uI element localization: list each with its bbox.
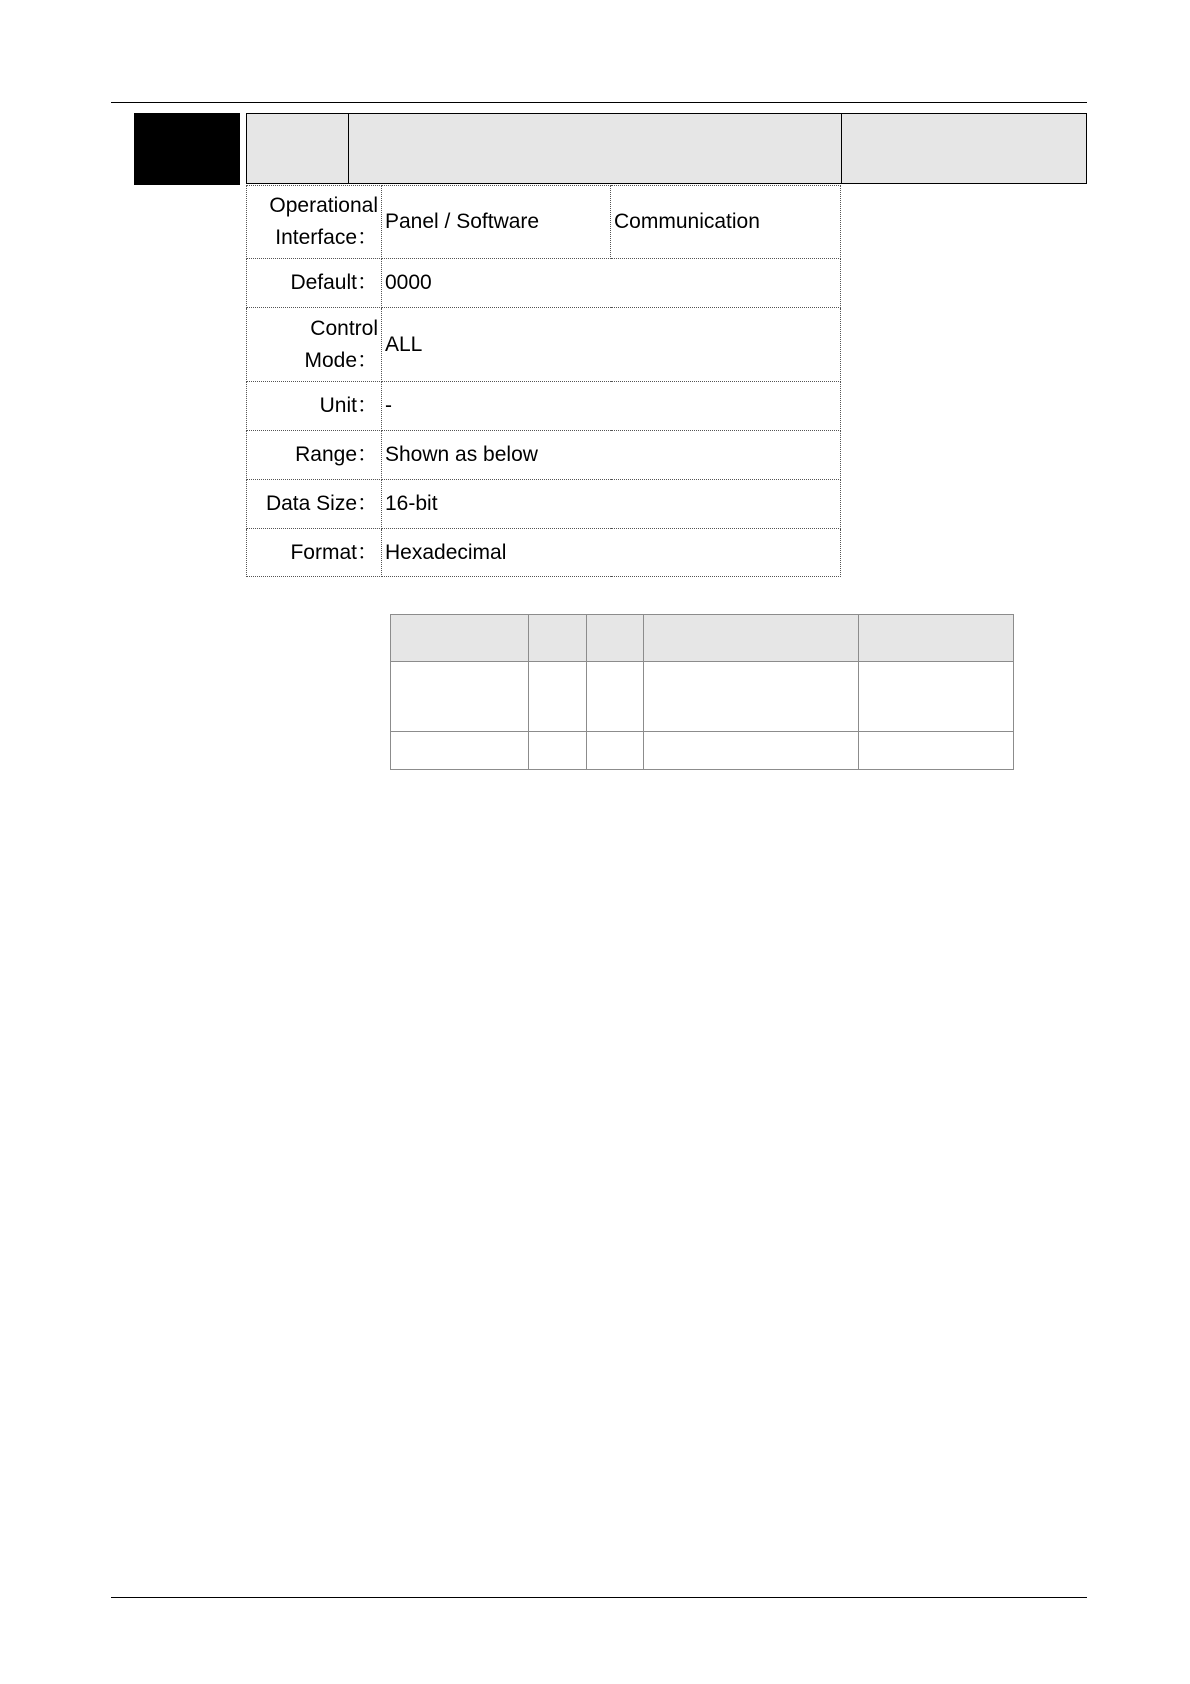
table-cell (587, 662, 644, 732)
control-mode-value: ALL (382, 308, 841, 382)
header-rule (111, 102, 1087, 103)
data-size-value: 16-bit (382, 480, 841, 529)
data-size-row (247, 480, 841, 529)
label-text: Mode： (304, 348, 378, 372)
operational-interface-row (247, 186, 841, 259)
range-label: Range： (247, 431, 382, 480)
table-header-cell (529, 615, 587, 662)
operational-interface-label (247, 186, 382, 259)
table-cell (859, 732, 1014, 770)
format-row (247, 529, 841, 577)
table-cell (587, 732, 644, 770)
default-row (247, 259, 841, 308)
data-size-label: Data Size： (247, 480, 382, 529)
footer-rule (111, 1597, 1087, 1598)
table-cell (529, 662, 587, 732)
table-row (391, 732, 1014, 770)
format-label: Format： (247, 529, 382, 577)
table-cell (391, 732, 529, 770)
header-divider (348, 114, 349, 183)
label-text: Control (310, 316, 378, 340)
table-header-row (391, 615, 1014, 662)
unit-row (247, 382, 841, 431)
table-header-cell (587, 615, 644, 662)
header-divider (841, 114, 842, 183)
table-cell (859, 662, 1014, 732)
table-header-cell (859, 615, 1014, 662)
table-cell (644, 662, 859, 732)
default-value: 0000 (382, 259, 841, 308)
range-detail-table (390, 614, 1014, 770)
table-cell (529, 732, 587, 770)
range-value: Shown as below (382, 431, 841, 480)
table-cell (391, 662, 529, 732)
default-label: Default： (247, 259, 382, 308)
table-header-cell (391, 615, 529, 662)
parameter-tab-marker (134, 113, 240, 185)
control-mode-label (247, 308, 382, 382)
label-text: Operational (269, 194, 378, 217)
table-cell (644, 732, 859, 770)
label-text: Interface： (275, 226, 378, 249)
format-value: Hexadecimal (382, 529, 841, 577)
unit-value: - (382, 382, 841, 431)
range-row (247, 431, 841, 480)
unit-label: Unit： (247, 382, 382, 431)
parameter-header-box (246, 113, 1087, 184)
table-row (391, 662, 1014, 732)
control-mode-row (247, 308, 841, 382)
panel-software-cell: Panel / Software (382, 186, 611, 259)
parameter-properties-table (246, 185, 841, 577)
communication-cell: Communication (611, 186, 841, 259)
table-header-cell (644, 615, 859, 662)
